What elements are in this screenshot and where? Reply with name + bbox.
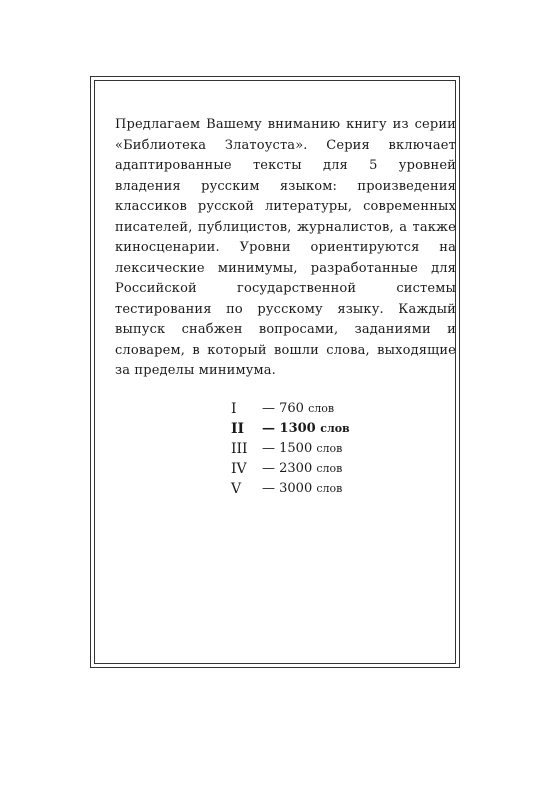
level-row-5 [231,479,456,499]
level-row-2 [231,419,456,439]
level-word-count: — 760 слов [262,400,335,416]
page-border-outer [90,76,460,668]
level-word-count: — 2300 слов [262,460,343,476]
level-row-4 [231,459,456,479]
level-row-3 [231,439,456,459]
level-row-1 [231,399,456,419]
levels-list [231,399,456,499]
description-paragraph: Предлагаем Вашему вниманию книгу из серии «Библиотека Златоуста». Серия включает адаптированные тексты для 5 уровней владения русским языком: произведения классиков русской литературы, современных писателей, публицистов, журналистов, а также киносценарии. Уровни ориентируются на лексические минимумы, разработанные для Российской государственной системы тестирования по русскому языку. Каждый выпуск снабжен вопросами, заданиями и словарем, в который вошли слова, выходящие за пределы минимума. [115,117,456,378]
level-numeral: I [231,400,237,417]
level-word-count: — 1500 слов [262,440,343,456]
level-numeral: II [231,420,245,437]
level-word-count: — 3000 слов [262,480,343,496]
level-numeral: V [231,480,242,497]
content-block [115,115,456,499]
level-numeral: III [231,440,248,457]
level-numeral: IV [231,460,247,477]
level-word-count: — 1300 слов [262,420,350,436]
